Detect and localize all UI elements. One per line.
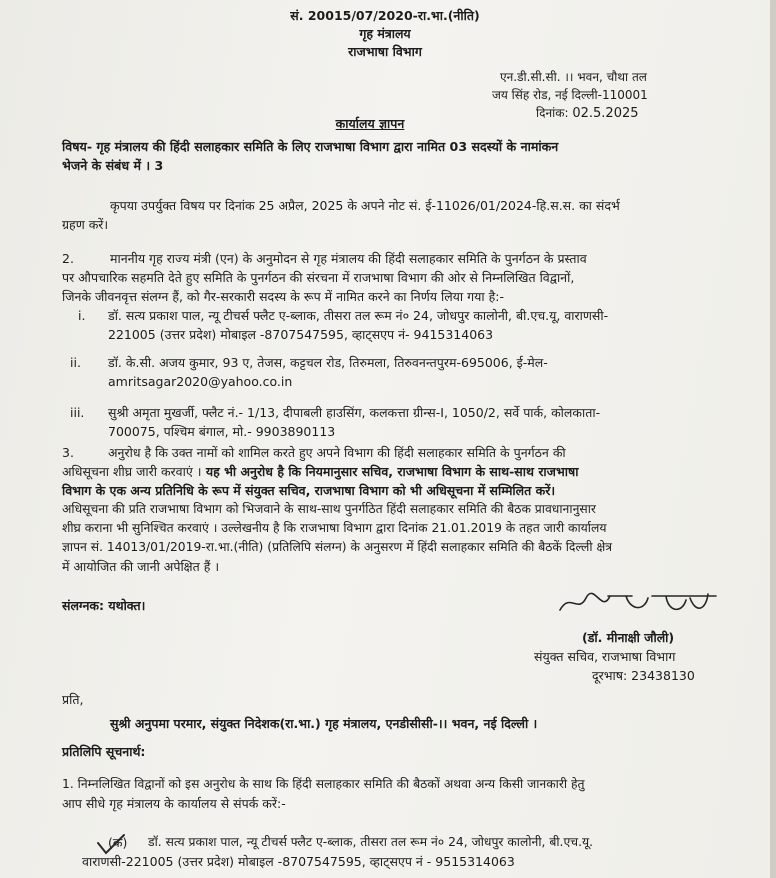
para3-number: 3. bbox=[62, 445, 74, 460]
copy-sub-a-line-1: डॉ. सत्य प्रकाश पाल, न्यू टीचर्स फ्लैट ए-ब्लाक, तीसरा तल रूम नं० 24, जोधपुर कालोनी, बी.एच.यू. bbox=[148, 835, 594, 849]
subject-line-2: भेजने के संबंध में । 3 bbox=[62, 158, 164, 173]
date-label: दिनांक: bbox=[536, 106, 569, 120]
para1-line-1: कृपया उपर्युक्त विषय पर दिनांक 25 अप्रैल, 2025 के अपने नोट सं. ई-11026/01/2024-हि.स.स. का संदर्भ bbox=[110, 198, 620, 213]
para1-line-2: ग्रहण करें। bbox=[62, 217, 109, 232]
recipient-line: सुश्री अनुपमा परमार, संयुक्त निदेशक(रा.भा.) गृह मंत्रालय, एनडीसीसी-।। भवन, नई दिल्ली । bbox=[110, 716, 538, 731]
to-label: प्रति, bbox=[62, 692, 84, 707]
enclosure-note: संलग्नक: यथोक्त। bbox=[62, 598, 146, 613]
document-type: कार्यालय ज्ञापन bbox=[335, 116, 405, 131]
nominee-3-number: iii. bbox=[70, 405, 85, 420]
signature-icon bbox=[556, 584, 726, 624]
nominee-2-line-1: डॉ. के.सी. अजय कुमार, 93 ए, तेजस, कट्टचल रोड, तिरुमला, तिरुवनन्तपुरम-695006, ई-मेल- bbox=[108, 355, 548, 370]
para2-line-2: पर औपचारिक सहमति देते हुए समिति के पुनर्गठन की संरचना में राजभाषा विभाग की ओर से निम्नलिखित विद्वानों, bbox=[62, 270, 575, 285]
copy-item-1-line-2: आप सीधे गृह मंत्रालय के कार्यालय से संपर्क करें:- bbox=[62, 796, 286, 811]
para3-line-3: विभाग के एक अन्य प्रतिनिधि के रूप में संयुक्त सचिव, राजभाषा विभाग को भी अधिसूचना में सम्मिलित करें। bbox=[62, 483, 556, 498]
copy-sub-a-label: (क) bbox=[108, 835, 128, 850]
nominee-2-number: ii. bbox=[70, 355, 81, 370]
para3-line-1: अनुरोध है कि उक्त नामों को शामिल करते हुए अपने विभाग की हिंदी सलाहकार समिति के पुनर्गठन की bbox=[108, 445, 566, 460]
para2-line-3: जिनके जीवनवृत्त संलग्न हैं, को गैर-सरकारी सदस्य के रूप में नामित करने का निर्णय लिया गया है:- bbox=[62, 289, 504, 304]
department-name: राजभाषा विभाग bbox=[348, 44, 422, 59]
address-line-2: जय सिंह रोड, नई दिल्ली-110001 bbox=[492, 88, 648, 102]
para2-line-1: माननीय गृह राज्य मंत्री (एन) के अनुमोदन से गृह मंत्रालय की हिंदी सलाहकार समिति के पुनर्गठन के प्रस्ताव bbox=[110, 251, 587, 266]
date-value: 02.5.2025 bbox=[572, 106, 639, 121]
signatory-name: (डॉ. मीनाक्षी जौली) bbox=[582, 630, 675, 645]
para3-line-2 bbox=[62, 462, 762, 481]
copy-item-1-line-1: 1. निम्नलिखित विद्वानों को इस अनुरोध के साथ कि हिंदी सलाहकार समिति की बैठकों अथवा अन्य किसी जानकारी हेतु bbox=[62, 777, 585, 791]
date-line bbox=[536, 104, 746, 124]
nominee-3-line-1: सुश्री अमृता मुखर्जी, फ्लैट नं.- 1/13, दीपाबली हाउसिंग, कलकत्ता ग्रीन्स-I, 1050/2, सर्वे पार्क, कोलकाता- bbox=[108, 405, 601, 420]
para3-line-4: अधिसूचना की प्रति राजभाषा विभाग को भिजवाने के साथ-साथ पुनर्गठित हिंदी सलाहकार समिति की बैठक प्रावधानानुसार bbox=[62, 502, 596, 516]
para2-number: 2. bbox=[62, 251, 74, 266]
nominee-1-line-2: 221005 (उत्तर प्रदेश) मोबाइल -8707547595, व्हाट्सएप नं- 9415314063 bbox=[108, 327, 494, 342]
ministry-name: गृह मंत्रालय bbox=[359, 26, 411, 41]
signatory-phone: दूरभाष: 23438130 bbox=[592, 668, 695, 683]
file-number: सं. 20015/07/2020-रा.भा.(नीति) bbox=[290, 8, 480, 23]
para3-line-2-normal: अधिसूचना शीघ्र जारी करवाएं । bbox=[62, 464, 202, 479]
para3-line-7: में आयोजित की जानी अपेक्षित हैं । bbox=[62, 559, 220, 574]
subject-line-1: विषय- गृह मंत्रालय की हिंदी सलाहकार समिति के लिए राजभाषा विभाग द्वारा नामित 03 सदस्यों के नामांकन bbox=[62, 139, 559, 154]
copy-sub-a-line-2: वाराणसी-221005 (उत्तर प्रदेश) मोबाइल -8707547595, व्हाट्सएप नं - 9515314063 bbox=[82, 854, 515, 869]
copy-heading: प्रतिलिपि सूचनार्थ: bbox=[62, 744, 146, 759]
signatory-designation: संयुक्त सचिव, राजभाषा विभाग bbox=[534, 649, 676, 664]
para3-line-6: ज्ञापन सं. 14013/01/2019-रा.भा.(नीति) (प्रतिलिपि संलग्न) के अनुसरण में हिंदी सलाहकार समिति की बैठकें दिल्ली क्षेत्र bbox=[62, 540, 613, 554]
nominee-1-line-1: डॉ. सत्य प्रकाश पाल, न्यू टीचर्स फ्लैट ए-ब्लाक, तीसरा तल रूम नं० 24, जोधपुर कालोनी, बी.एच.यू, वाराणसी- bbox=[108, 308, 609, 323]
nominee-1-number: i. bbox=[78, 308, 86, 323]
nominee-3-line-2: 700075, पश्चिम बंगाल, मो.- 9903890113 bbox=[108, 424, 336, 439]
nominee-2-email: amritsagar2020@yahoo.co.in bbox=[108, 374, 293, 389]
para3-line-5: शीघ्र कराना भी सुनिश्चित करवाएं । उल्लेखनीय है कि राजभाषा विभाग द्वारा दिनांक 21.01.2019 के तहत जारी कार्यालय bbox=[62, 521, 607, 535]
address-line-1: एन.डी.सी.सी. ।। भवन, चौथा तल bbox=[500, 70, 647, 84]
para3-line-2-bold: यह भी अनुरोध है कि नियमानुसार सचिव, राजभाषा विभाग के साथ-साथ राजभाषा bbox=[201, 464, 579, 479]
